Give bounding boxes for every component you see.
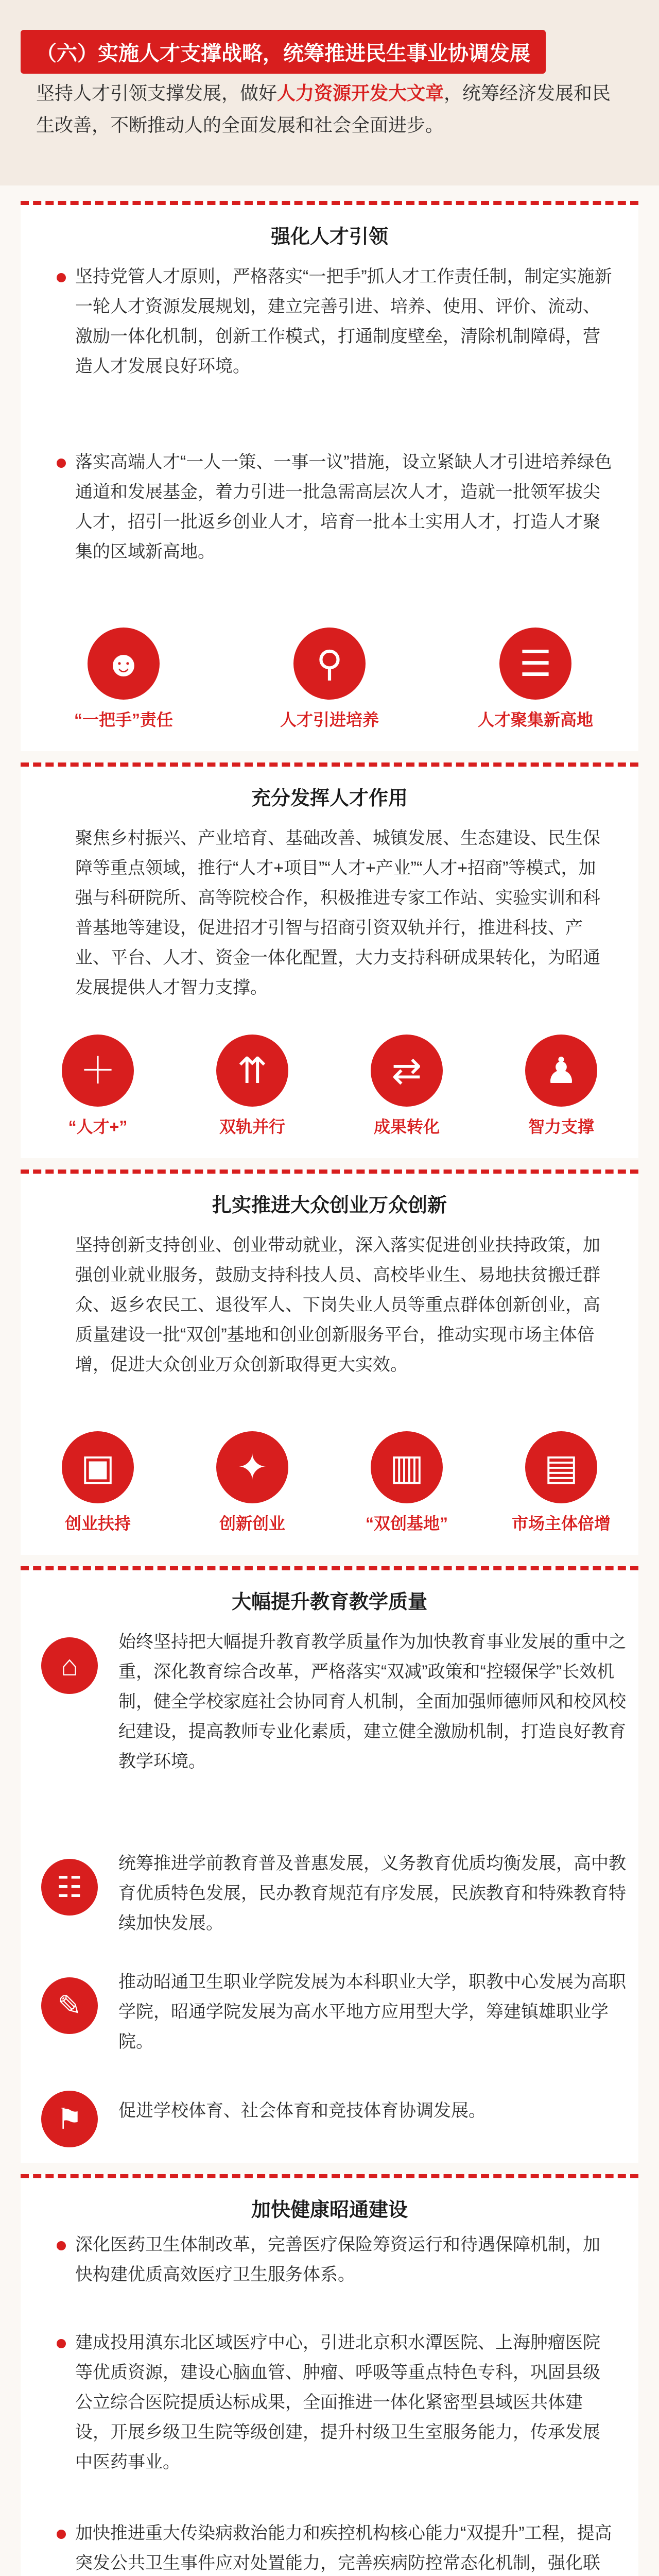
bar-chart-icon: ▤ — [525, 1431, 597, 1503]
icon-row — [21, 1035, 638, 1138]
icon-item: ⇈ 双轨并行 — [185, 1035, 319, 1138]
icon-item: ✦ 创新创业 — [185, 1431, 319, 1534]
leader-icon: ☻ — [88, 628, 160, 700]
plus-person-icon: ＋ — [62, 1035, 134, 1107]
icon-item: ♟ 智力支撑 — [494, 1035, 628, 1138]
icon-item: ＋ “人才+” — [31, 1035, 165, 1138]
talent-search-icon: ⚲ — [293, 628, 366, 700]
icon-item: ▣ 创业扶持 — [31, 1431, 165, 1534]
building-icon: ▥ — [371, 1431, 443, 1503]
paragraph: 坚持创新支持创业、创业带动就业，深入落实促进创业扶持政策，加强创业就业服务，鼓励支持科技人员、高校毕业生、易地扶贫搬迁群众、返乡农民工、退役军人、下岗失业人员等重点群体创新创业，高质量建设一批“双创”基地和创业创新服务平台，推动实现市场主体倍增，促进大众创业万众创新取得更大实效。 — [75, 1235, 600, 1375]
school-icon: ⌂ — [41, 1637, 98, 1694]
section-education — [21, 1566, 638, 2163]
section-health — [21, 2174, 638, 2576]
icon-item: ⇄ 成果转化 — [340, 1035, 474, 1138]
icon-item: ⚲ 人才引进培养 — [263, 628, 396, 731]
briefcase-icon: ▣ — [62, 1431, 134, 1503]
icon-item: ▤ 市场主体倍增 — [494, 1431, 628, 1534]
paragraph: 促进学校体育、社会体育和竞技体育协调发展。 — [118, 2101, 486, 2121]
icon-item: ☰ 人才聚集新高地 — [469, 628, 602, 731]
people-icon: ♟ — [525, 1035, 597, 1107]
bullet-icon — [57, 2339, 66, 2348]
group-icon: ☰ — [499, 628, 571, 700]
paragraph: 推动昭通卫生职业学院发展为本科职业大学，职教中心发展为高职学院，昭通学院发展为高水平地方应用型大学，筹建镇雄职业学院。 — [118, 1972, 626, 2052]
section-title: 强化人才引领 — [270, 226, 388, 248]
icon-row — [21, 1431, 638, 1534]
section-talent-leading — [21, 201, 638, 751]
icon-row — [21, 628, 638, 731]
paragraph: 深化医药卫生体制改革，完善医疗保险筹资运行和待遇保障机制，加快构建优质高效医疗卫生服务体系。 — [57, 2230, 613, 2290]
section-title: 充分发挥人才作用 — [251, 788, 408, 809]
graduation-icon: ✎ — [41, 1977, 98, 2034]
section-entrepreneurship — [21, 1170, 638, 1555]
transform-icon: ⇄ — [371, 1035, 443, 1107]
runner-icon: ⚑ — [41, 2091, 98, 2147]
paragraph: 统筹推进学前教育普及普惠发展，义务教育优质均衡发展，高中教育优质特色发展，民办教育规范有序发展，民族教育和特殊教育特续加快发展。 — [118, 1854, 626, 1933]
dual-track-icon: ⇈ — [216, 1035, 288, 1107]
intro-banner — [0, 0, 659, 185]
paragraph: 加快推进重大传染病救治能力和疾控机构核心能力“双提升”工程，提高突发公共卫生事件应对处置能力，完善疾病防控常态化机制，强化联 — [57, 2518, 613, 2576]
paragraph: 建成投用滇东北区域医疗中心，引进北京积水潭医院、上海肿瘤医院等优质资源，建设心脑血管、肿瘤、呼吸等重点特色专科，巩固县级公立综合医院提质达标成果，全面推进一体化紧密型县域医共体建设，开展乡级卫生院等级创建，提升村级卫生室服务能力，传承发展中医药事业。 — [57, 2328, 613, 2477]
icon-item: ▥ “双创基地” — [340, 1431, 474, 1534]
section-tag: （六）实施人才支撑战略，统筹推进民生事业协调发展 — [21, 30, 546, 74]
paragraph: 始终坚持把大幅提升教育教学质量作为加快教育事业发展的重中之重，深化教育综合改革，严格落实“双减”政策和“控辍保学”长效机制，健全学校家庭社会协同育人机制，全面加强师德师风和校风校纪建设，提高教师专业化素质，建立健全激励机制，打造良好教育教学环境。 — [118, 1632, 626, 1771]
bulb-icon: ✦ — [216, 1431, 288, 1503]
book-icon: ☷ — [41, 1859, 98, 1916]
section-title: 扎实推进大众创业万众创新 — [212, 1195, 447, 1216]
paragraph: 聚焦乡村振兴、产业培育、基础改善、城镇发展、生态建设、民生保障等重点领域，推行“人才+项目”“人才+产业”“人才+招商”等模式，加强与科研院所、高等院校合作，积极推进专家工作站、实验实训和科普基地等建设，促进招才引智与招商引资双轨并行，推进科技、产业、平台、人才、资金一体化配置，大力支持科研成果转化，为昭通发展提供人才智力支撑。 — [75, 828, 600, 997]
intro-text: 坚持人才引领支撑发展，做好人力资源开发大文章，统筹经济发展和民生改善，不断推动人的全面发展和社会全面进步。 — [36, 82, 611, 135]
section-talent-role — [21, 762, 638, 1158]
section-title: 加快健康昭通建设 — [251, 2199, 408, 2221]
bullet-icon — [57, 273, 66, 282]
section-title: 大幅提升教育教学质量 — [231, 1591, 427, 1613]
paragraph: 落实高端人才“一人一策、一事一议”措施，设立紧缺人才引进培养绿色通道和发展基金，着力引进一批急需高层次人才，造就一批领军拔尖人才，招引一批返乡创业人才，培育一批本土实用人才，打造人才聚集的区域新高地。 — [57, 447, 613, 567]
bullet-icon — [57, 459, 66, 468]
bullet-icon — [57, 2241, 66, 2250]
bullet-icon — [57, 2530, 66, 2539]
icon-item: ☻ “一把手”责任 — [57, 628, 190, 731]
paragraph: 坚持党管人才原则，严格落实“一把手”抓人才工作责任制，制定实施新一轮人才资源发展规划，建立完善引进、培养、使用、评价、流动、激励一体化机制，创新工作模式，打通制度壁垒，清除机制障碍，营造人才发展良好环境。 — [57, 262, 613, 381]
